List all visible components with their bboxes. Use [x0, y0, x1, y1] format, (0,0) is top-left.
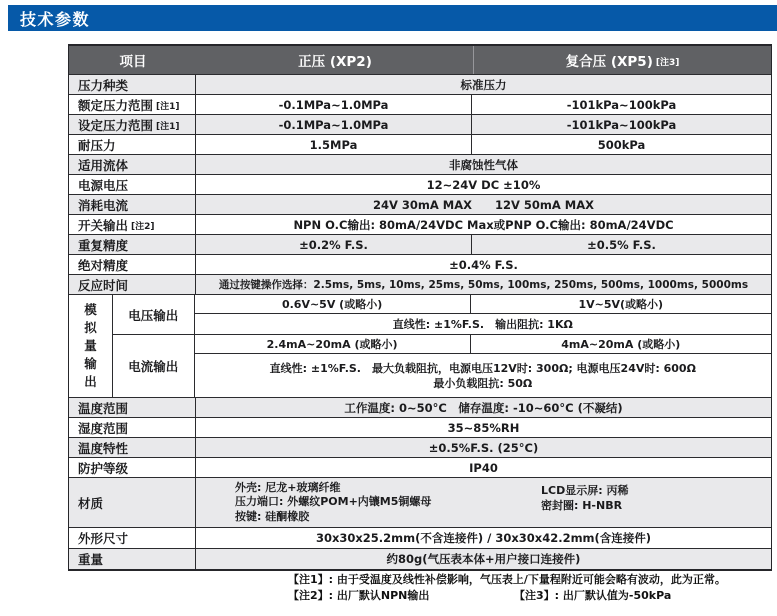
cell-value: 非腐蚀性气体 — [449, 157, 518, 172]
row-humidity — [69, 417, 771, 437]
row-current-consumption — [69, 194, 771, 214]
cell-label: 材质 — [69, 478, 196, 527]
cell-value: 12~24V DC ±10% — [426, 177, 541, 192]
footnote-ref: [注1] — [156, 122, 180, 132]
cell-value: IP40 — [469, 460, 498, 475]
material-seal: 密封圈: H-NBR — [541, 498, 623, 512]
cell-label: 防护等级 — [69, 458, 196, 477]
footnote-2: 【注2】: 出厂默认NPN输出 — [288, 589, 430, 602]
footnote-3: 【注3】: 出厂默认值为-50kPa — [514, 589, 672, 602]
cell-value: ±0.5%F.S. (25°C) — [428, 440, 539, 455]
row-supply-voltage — [69, 174, 771, 194]
current-values-row — [195, 335, 771, 354]
header-item-and-xp2 — [69, 46, 473, 74]
cell-value-xp5: 500kPa — [597, 137, 646, 152]
cell-value-xp2: 1.5MPa — [196, 135, 472, 154]
cell-material-content — [196, 478, 771, 527]
cell-label: 重复精度 — [69, 235, 196, 254]
material-lcd: LCD显示屏: 丙稀 — [541, 484, 629, 497]
cell-value: 30x30x25.2mm(不含连接件) / 30x30x42.2mm(含连接件) — [315, 531, 652, 545]
row-absolute-accuracy — [69, 254, 771, 274]
cell-value: 通过按键操作选择：2.5ms, 5ms, 10ms, 25ms, 50ms, 100ms, 250ms, 500ms, 1000ms, 5000ms — [218, 279, 749, 291]
cell-analog-group-label: 模拟量输出 — [69, 295, 113, 397]
footnote-ref: [注2] — [131, 222, 155, 232]
header-xp5: 复合压 (XP5) [注3] — [473, 46, 771, 74]
cell-value: 24V 30mA MAX 12V 50mA MAX — [372, 197, 594, 212]
row-pressure-type — [69, 74, 771, 94]
header-xp2: 正压 (XP2) — [298, 54, 372, 70]
analog-current-block — [113, 335, 771, 397]
cell-voltage-linearity: 直线性: ±1%F.S. 输出阻抗: 1KΩ — [392, 318, 573, 331]
row-fluid — [69, 154, 771, 174]
cell-label: 重量 — [69, 549, 196, 569]
row-set-range — [69, 114, 771, 134]
row-proof-pressure — [69, 134, 771, 154]
cell-value: NPN O.C输出: 80mA/24VDC Max或PNP O.C输出: 80mA/24VDC — [293, 217, 674, 232]
table-header-row — [69, 46, 771, 74]
row-dimensions — [69, 527, 771, 548]
cell-current-xp2: 2.4mA~20mA (或略小) — [195, 335, 471, 353]
section-title-banner — [8, 5, 777, 31]
cell-label: 反应时间 — [69, 275, 196, 294]
cell-voltage-label: 电压输出 — [113, 295, 195, 334]
voltage-values-row — [195, 295, 771, 314]
material-port: 压力端口: 外螺纹POM+内镶M5铜螺母 — [235, 495, 432, 509]
row-response-time — [69, 274, 771, 294]
cell-label: 绝对精度 — [69, 255, 196, 274]
cell-value-xp5: -101kPa~100kPa — [566, 97, 677, 112]
cell-value-xp5: ±0.5% F.S. — [587, 237, 656, 252]
cell-label: 耐压力 — [69, 135, 196, 154]
material-button: 按键: 硅酮橡胶 — [235, 509, 310, 523]
cell-label: 温度特性 — [69, 438, 196, 457]
row-protection — [69, 457, 771, 477]
cell-value: 标准压力 — [460, 77, 507, 92]
cell-label: 压力种类 — [69, 75, 196, 94]
cell-value-xp5: -101kPa~100kPa — [566, 117, 677, 132]
row-switch-output — [69, 214, 771, 234]
row-material — [69, 477, 771, 527]
cell-label: 外形尺寸 — [69, 528, 196, 548]
cell-current-xp5: 4mA~20mA (或略小) — [561, 338, 681, 351]
analog-voltage-block — [113, 295, 771, 335]
row-rated-range — [69, 94, 771, 114]
row-weight — [69, 548, 771, 569]
cell-label: 开关输出 [注2] — [69, 215, 196, 234]
row-analog-output — [69, 294, 771, 397]
cell-value: ±0.4% F.S. — [449, 257, 518, 272]
cell-label: 额定压力范围 [注1] — [69, 95, 196, 114]
cell-label: 消耗电流 — [69, 195, 196, 214]
header-item: 项目 — [119, 54, 147, 70]
cell-label: 温度范围 — [69, 398, 196, 417]
header-xp5-note: [注3] — [655, 58, 680, 68]
row-temp-range — [69, 397, 771, 417]
current-linearity-rows — [195, 354, 771, 397]
cell-value: 工作温度: 0~50°C 储存温度: -10~60°C (不凝结) — [344, 400, 623, 415]
row-temp-characteristic — [69, 437, 771, 457]
cell-value-xp2: ±0.2% F.S. — [196, 235, 472, 254]
cell-label: 湿度范围 — [69, 418, 196, 437]
specs-table — [68, 44, 772, 571]
footnote-1: 【注1】: 由于受温度及线性补偿影响，气压表上/下量程附近可能会略有波动，此为正常。 — [288, 573, 726, 586]
footnote-ref: [注1] — [156, 102, 180, 112]
row-repeatability — [69, 234, 771, 254]
cell-voltage-xp2: 0.6V~5V (或略小) — [195, 295, 471, 313]
cell-current-label: 电流输出 — [113, 335, 195, 397]
cell-value-xp2: -0.1MPa~1.0MPa — [196, 95, 472, 114]
material-housing: 外壳: 尼龙+玻璃纤维 — [235, 480, 341, 494]
cell-value: 约80g(气压表本体+用户接口连接件) — [386, 552, 581, 566]
cell-current-min-load: 最小负载阻抗: 50Ω — [433, 376, 533, 390]
cell-label: 电源电压 — [69, 175, 196, 194]
cell-value: 35~85%RH — [447, 420, 520, 435]
cell-voltage-xp5: 1V~5V(或略小) — [578, 298, 664, 311]
analog-content — [113, 295, 771, 397]
section-title: 技术参数 — [20, 9, 91, 29]
cell-label: 设定压力范围 [注1] — [69, 115, 196, 134]
cell-label: 适用流体 — [69, 155, 196, 174]
cell-current-linearity: 直线性: ±1%F.S. 最大负载阻抗，电源电压12V时: 300Ω; 电源电压24V时: 600Ω — [269, 361, 696, 375]
footnotes — [288, 572, 772, 603]
cell-value-xp2: -0.1MPa~1.0MPa — [196, 115, 472, 134]
